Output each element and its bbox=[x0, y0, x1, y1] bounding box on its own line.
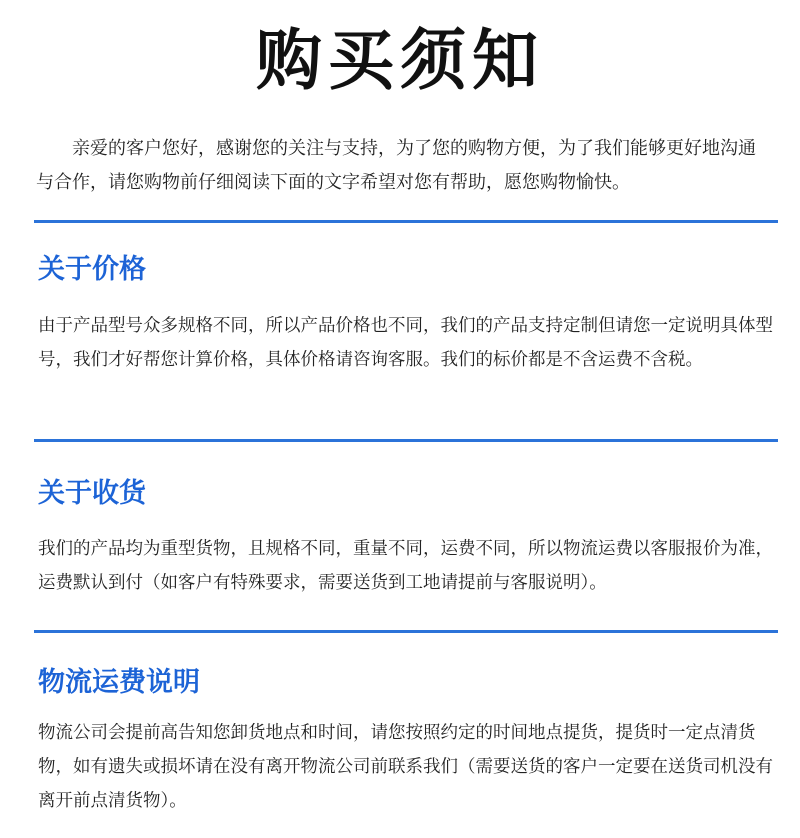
page-title: 购买须知 bbox=[256, 22, 544, 99]
section-body-price: 由于产品型号众多规格不同，所以产品价格也不同，我们的产品支持定制但请您一定说明具体型号，我们才好帮您计算价格，具体价格请咨询客服。我们的标价都是不含运费不含税。 bbox=[38, 316, 773, 370]
section-divider bbox=[34, 220, 778, 223]
section-divider bbox=[34, 439, 778, 442]
section-heading-shipping: 物流运费说明 bbox=[38, 667, 200, 698]
section-heading-price: 关于价格 bbox=[38, 254, 146, 285]
section-body-shipping: 物流公司会提前高告知您卸货地点和时间，请您按照约定的时间地点提货，提货时一定点清货物，如有遗失或损坏请在没有离开物流公司前联系我们（需要送货的客户一定要在送货司机没有离开前点清货物）。 bbox=[38, 723, 773, 811]
intro-paragraph: 亲爱的客户您好，感谢您的关注与支持，为了您的购物方便，为了我们能够更好地沟通与合作，请您购物前仔细阅读下面的文字希望对您有帮助，愿您购物愉快。 bbox=[36, 138, 756, 193]
section-heading-receiving: 关于收货 bbox=[38, 478, 146, 509]
section-divider bbox=[34, 630, 778, 633]
section-body-receiving: 我们的产品均为重型货物，且规格不同，重量不同，运费不同，所以物流运费以客服报价为准，运费默认到付（如客户有特殊要求，需要送货到工地请提前与客服说明）。 bbox=[38, 539, 773, 593]
